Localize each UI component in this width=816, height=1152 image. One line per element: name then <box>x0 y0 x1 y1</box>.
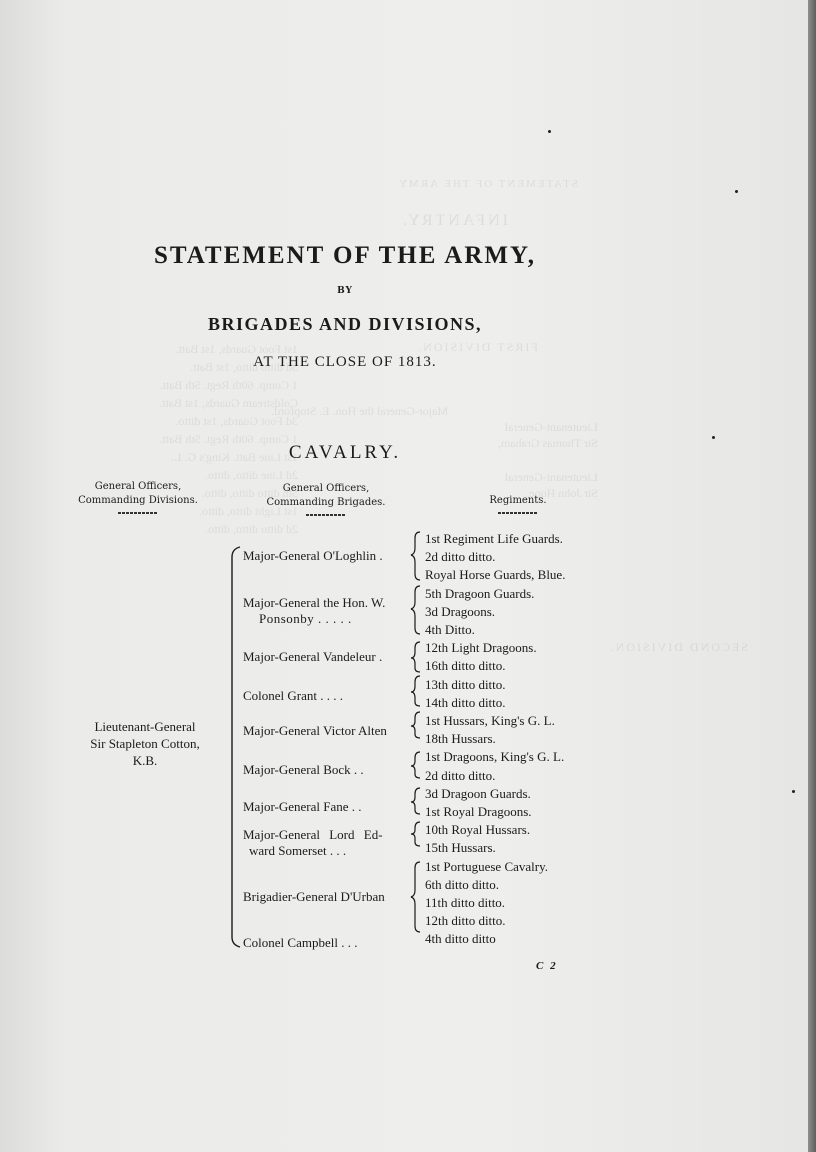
brigade-6: Major-General Bock . . <box>243 762 364 777</box>
date-line: AT THE CLOSE OF 1813. <box>253 354 437 370</box>
brigade-2: Major-General the Hon. W. Ponsonby . . . . . <box>243 595 386 626</box>
regiment: 1st Dragoons, King's G. L. <box>425 749 565 765</box>
ghost-line: 2d Line ditto, ditto. <box>205 468 298 482</box>
ghost-line: 1st Foot Guards, 1st Batt. <box>175 342 298 356</box>
section-heading: CAVALRY. <box>288 442 402 463</box>
regiment: 16th ditto ditto. <box>425 658 506 674</box>
ghost-line: Major-General the Hon. E. Stopford. <box>271 404 448 418</box>
brigade-1: Major-General O'Loghlin . <box>243 548 383 563</box>
ghost-line: Lieutenant-General <box>504 420 598 434</box>
regiment: 14th ditto ditto. <box>425 694 506 710</box>
page-title: STATEMENT OF THE ARMY, <box>153 242 537 269</box>
brigade-8: Major-General Lord Ed- ward Somerset . . . <box>243 827 383 858</box>
column-header-brigades: General Officers, Commanding Brigades. <box>256 482 396 516</box>
ghost-line: 3d ditto ditto, 1st Batt. <box>189 360 298 374</box>
regiment: 1st Hussars, King's G. L. <box>425 713 555 729</box>
ghost-running-head: STATEMENT OF THE ARMY <box>397 178 578 190</box>
ghost-second-division: SECOND DIVISION. <box>608 640 748 654</box>
brigade-7: Major-General Fane . . <box>243 799 362 814</box>
regiment: 13th ditto ditto. <box>425 676 506 692</box>
regiment: 3d Dragoon Guards. <box>425 785 531 801</box>
regiment-braces <box>410 530 424 960</box>
regiment: 2d ditto ditto. <box>425 549 496 565</box>
speck <box>548 130 551 133</box>
regiment: 2d ditto ditto. <box>425 767 496 783</box>
column-header-divisions: General Officers, Commanding Divisions. <box>78 480 198 514</box>
division-commander: Lieutenant-General Sir Stapleton Cotton, K.B. <box>90 719 200 768</box>
ghost-line: 1st Line Batt. King's G. L. <box>171 450 298 464</box>
brigade-9: Brigadier-General D'Urban <box>243 889 385 904</box>
signature-mark: C 2 <box>536 960 558 972</box>
regiment: 1st Regiment Life Guards. <box>425 531 563 546</box>
ghost-first-division: FIRST DIVISION. <box>416 340 538 354</box>
regiment: 10th Royal Hussars. <box>425 822 531 838</box>
regiment: 12th Light Dragoons. <box>425 640 537 656</box>
brigade-5: Major-General Victor Alten <box>243 723 387 738</box>
division-bracket <box>228 545 242 949</box>
ghost-line: Lieutenant-General <box>504 470 598 484</box>
regiment: 12th ditto ditto. <box>425 913 506 929</box>
ghost-line: 1st Light ditto, ditto. <box>198 504 298 518</box>
speck <box>712 436 715 439</box>
ghost-line: Sir John Hope. <box>526 486 598 500</box>
regiment: 1st Royal Dragoons. <box>425 804 532 820</box>
ghost-line: Sir Thomas Graham, <box>497 436 598 450</box>
regiment: 6th ditto ditto. <box>425 876 500 892</box>
brigade-10: Colonel Campbell . . . <box>243 935 358 950</box>
by-label: BY <box>337 286 353 296</box>
speck <box>792 790 795 793</box>
brigade-3: Major-General Vandeleur . <box>243 649 383 664</box>
ghost-line: Coldstream Guards, 1st Batt. <box>159 396 298 410</box>
brigade-4: Colonel Grant . . . . <box>243 688 344 703</box>
page-subtitle: BRIGADES AND DIVISIONS, <box>207 314 483 334</box>
column-header-regiments: Regiments. <box>468 494 568 514</box>
regiment: 11th ditto ditto. <box>425 895 506 911</box>
ghost-line: 1 Comp. 60th Regt. 5th Batt. <box>159 432 298 446</box>
page-edge <box>808 0 816 1152</box>
regiment: Royal Horse Guards, Blue. <box>425 567 566 583</box>
ghost-line: 5th ditto ditto, ditto. <box>201 486 298 500</box>
column-rule <box>306 514 346 516</box>
speck <box>735 190 738 193</box>
ghost-infantry: INFANTRY. <box>400 212 508 229</box>
column-rule <box>498 512 538 514</box>
regiment: 3d Dragoons. <box>425 603 496 619</box>
ghost-line: 3d Foot Guards, 1st ditto. <box>175 414 298 428</box>
regiment: 1st Portuguese Cavalry. <box>425 858 548 874</box>
regiment-list <box>425 530 565 949</box>
ghost-line: 2d ditto ditto, ditto. <box>204 522 298 536</box>
regiment: 4th ditto ditto <box>425 931 496 947</box>
regiment: 15th Hussars. <box>425 840 496 856</box>
regiment: 5th Dragoon Guards. <box>425 585 535 601</box>
regiment: 4th Ditto. <box>425 622 475 638</box>
regiment: 18th Hussars. <box>425 731 496 747</box>
ghost-line: 1 Comp. 60th Regt. 5th Batt. <box>159 378 298 392</box>
column-rule <box>118 512 158 514</box>
